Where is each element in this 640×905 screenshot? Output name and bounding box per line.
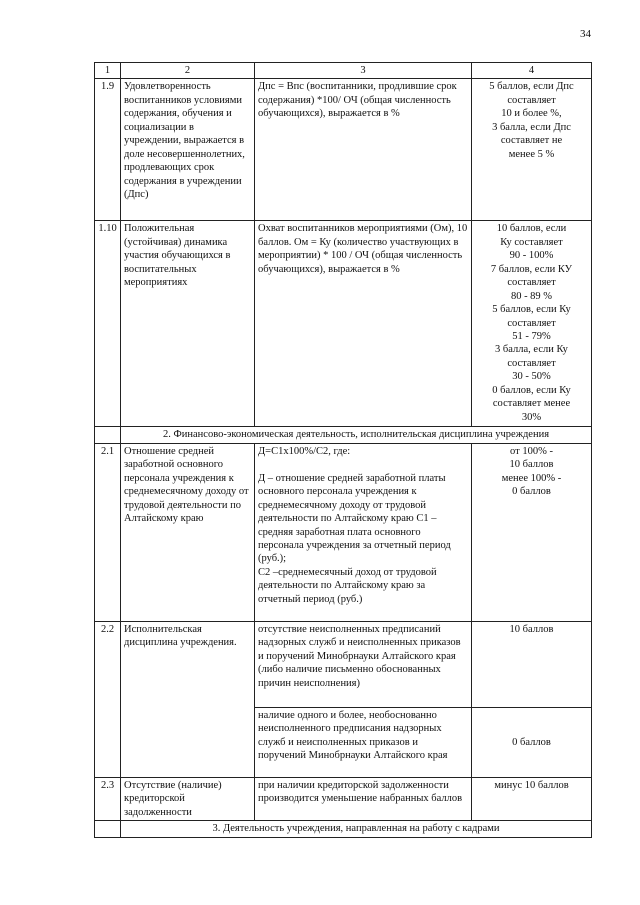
criterion-score: от 100% - 10 баллов менее 100% - 0 баллов xyxy=(472,443,592,621)
row-number: 1.10 xyxy=(95,221,121,427)
criterion-score: 10 баллов, если Ку составляет 90 - 100% 7 баллов, если КУ составляет 80 - 89 % 5 баллов, если Ку составляет 51 - 79% 3 балла, если Ку составляет 30 - 50% 0 баллов, если Ку составляет менее 30% xyxy=(472,221,592,427)
table-header-row xyxy=(95,63,592,79)
criteria-table xyxy=(94,62,592,838)
table-row xyxy=(95,621,592,707)
criterion-formula: при наличии кредиторской задолженности производится уменьшение набранных баллов xyxy=(255,777,472,820)
criterion-formula: Д=С1х100%/С2, где: Д – отношение средней заработной платы основного персонала учреждения к среднемесячному доходу от трудовой деятельности по Алтайскому краю С1 – средняя заработная плата основного персонала учреждения за отчетный период (руб.); С2 –среднемесячный доход от трудовой деятельности по Алтайскому краю за отчетный период (руб.) xyxy=(255,443,472,621)
criterion-formula: Дпс = Впс (воспитанники, продлившие срок содержания) *100/ ОЧ (общая численность обучающихся), выражается в % xyxy=(255,79,472,221)
criterion-score: 10 баллов xyxy=(472,621,592,707)
empty-cell xyxy=(95,427,121,443)
table-row xyxy=(95,79,592,221)
header-cell: 4 xyxy=(472,63,592,79)
criterion-score: 0 баллов xyxy=(472,707,592,777)
criterion-name: Исполнительская дисциплина учреждения. xyxy=(121,621,255,777)
page-number: 34 xyxy=(580,28,591,40)
section-heading: 2. Финансово-экономическая деятельность, исполнительская дисциплина учреждения xyxy=(121,427,592,443)
criterion-score: минус 10 баллов xyxy=(472,777,592,820)
table-row xyxy=(95,443,592,621)
row-number: 2.1 xyxy=(95,443,121,621)
empty-cell xyxy=(95,821,121,837)
criterion-formula: Охват воспитанников мероприятиями (Ом), 10 баллов. Ом = Ку (количество участвующих в мероприятии) * 100 / ОЧ (общая численность обучающихся), выражается в % xyxy=(255,221,472,427)
table-row xyxy=(95,777,592,820)
header-cell: 2 xyxy=(121,63,255,79)
section-heading-row xyxy=(95,427,592,443)
criterion-name: Отношение средней заработной основного персонала учреждения к среднемесячному доходу от трудовой деятельности по Алтайскому краю xyxy=(121,443,255,621)
criterion-name: Удовлетворенность воспитанников условиями содержания, обучения и социализации в учреждении, выражается в доле несовершеннолетних, продлевающих срок содержания в учреждении (Дпс) xyxy=(121,79,255,221)
section-heading: 3. Деятельность учреждения, направленная на работу с кадрами xyxy=(121,821,592,837)
criterion-name: Положительная (устойчивая) динамика участия обучающихся в воспитательных мероприятиях xyxy=(121,221,255,427)
criterion-score: 5 баллов, если Дпс составляет 10 и более %, 3 балла, если Дпс составляет не менее 5 % xyxy=(472,79,592,221)
criterion-name: Отсутствие (наличие) кредиторской задолженности xyxy=(121,777,255,820)
header-cell: 1 xyxy=(95,63,121,79)
row-number: 2.2 xyxy=(95,621,121,777)
section-heading-row xyxy=(95,821,592,837)
row-number: 2.3 xyxy=(95,777,121,820)
row-number: 1.9 xyxy=(95,79,121,221)
header-cell: 3 xyxy=(255,63,472,79)
criterion-formula: наличие одного и более, необоснованно неисполненного предписания надзорных служб и неисполненных приказов и поручений Минобрнауки Алтайского края xyxy=(255,707,472,777)
table-row xyxy=(95,221,592,427)
criterion-formula: отсутствие неисполненных предписаний надзорных служб и неисполненных приказов и поручений Минобрнауки Алтайского края (либо наличие письменно обоснованных причин неисполнения) xyxy=(255,621,472,707)
